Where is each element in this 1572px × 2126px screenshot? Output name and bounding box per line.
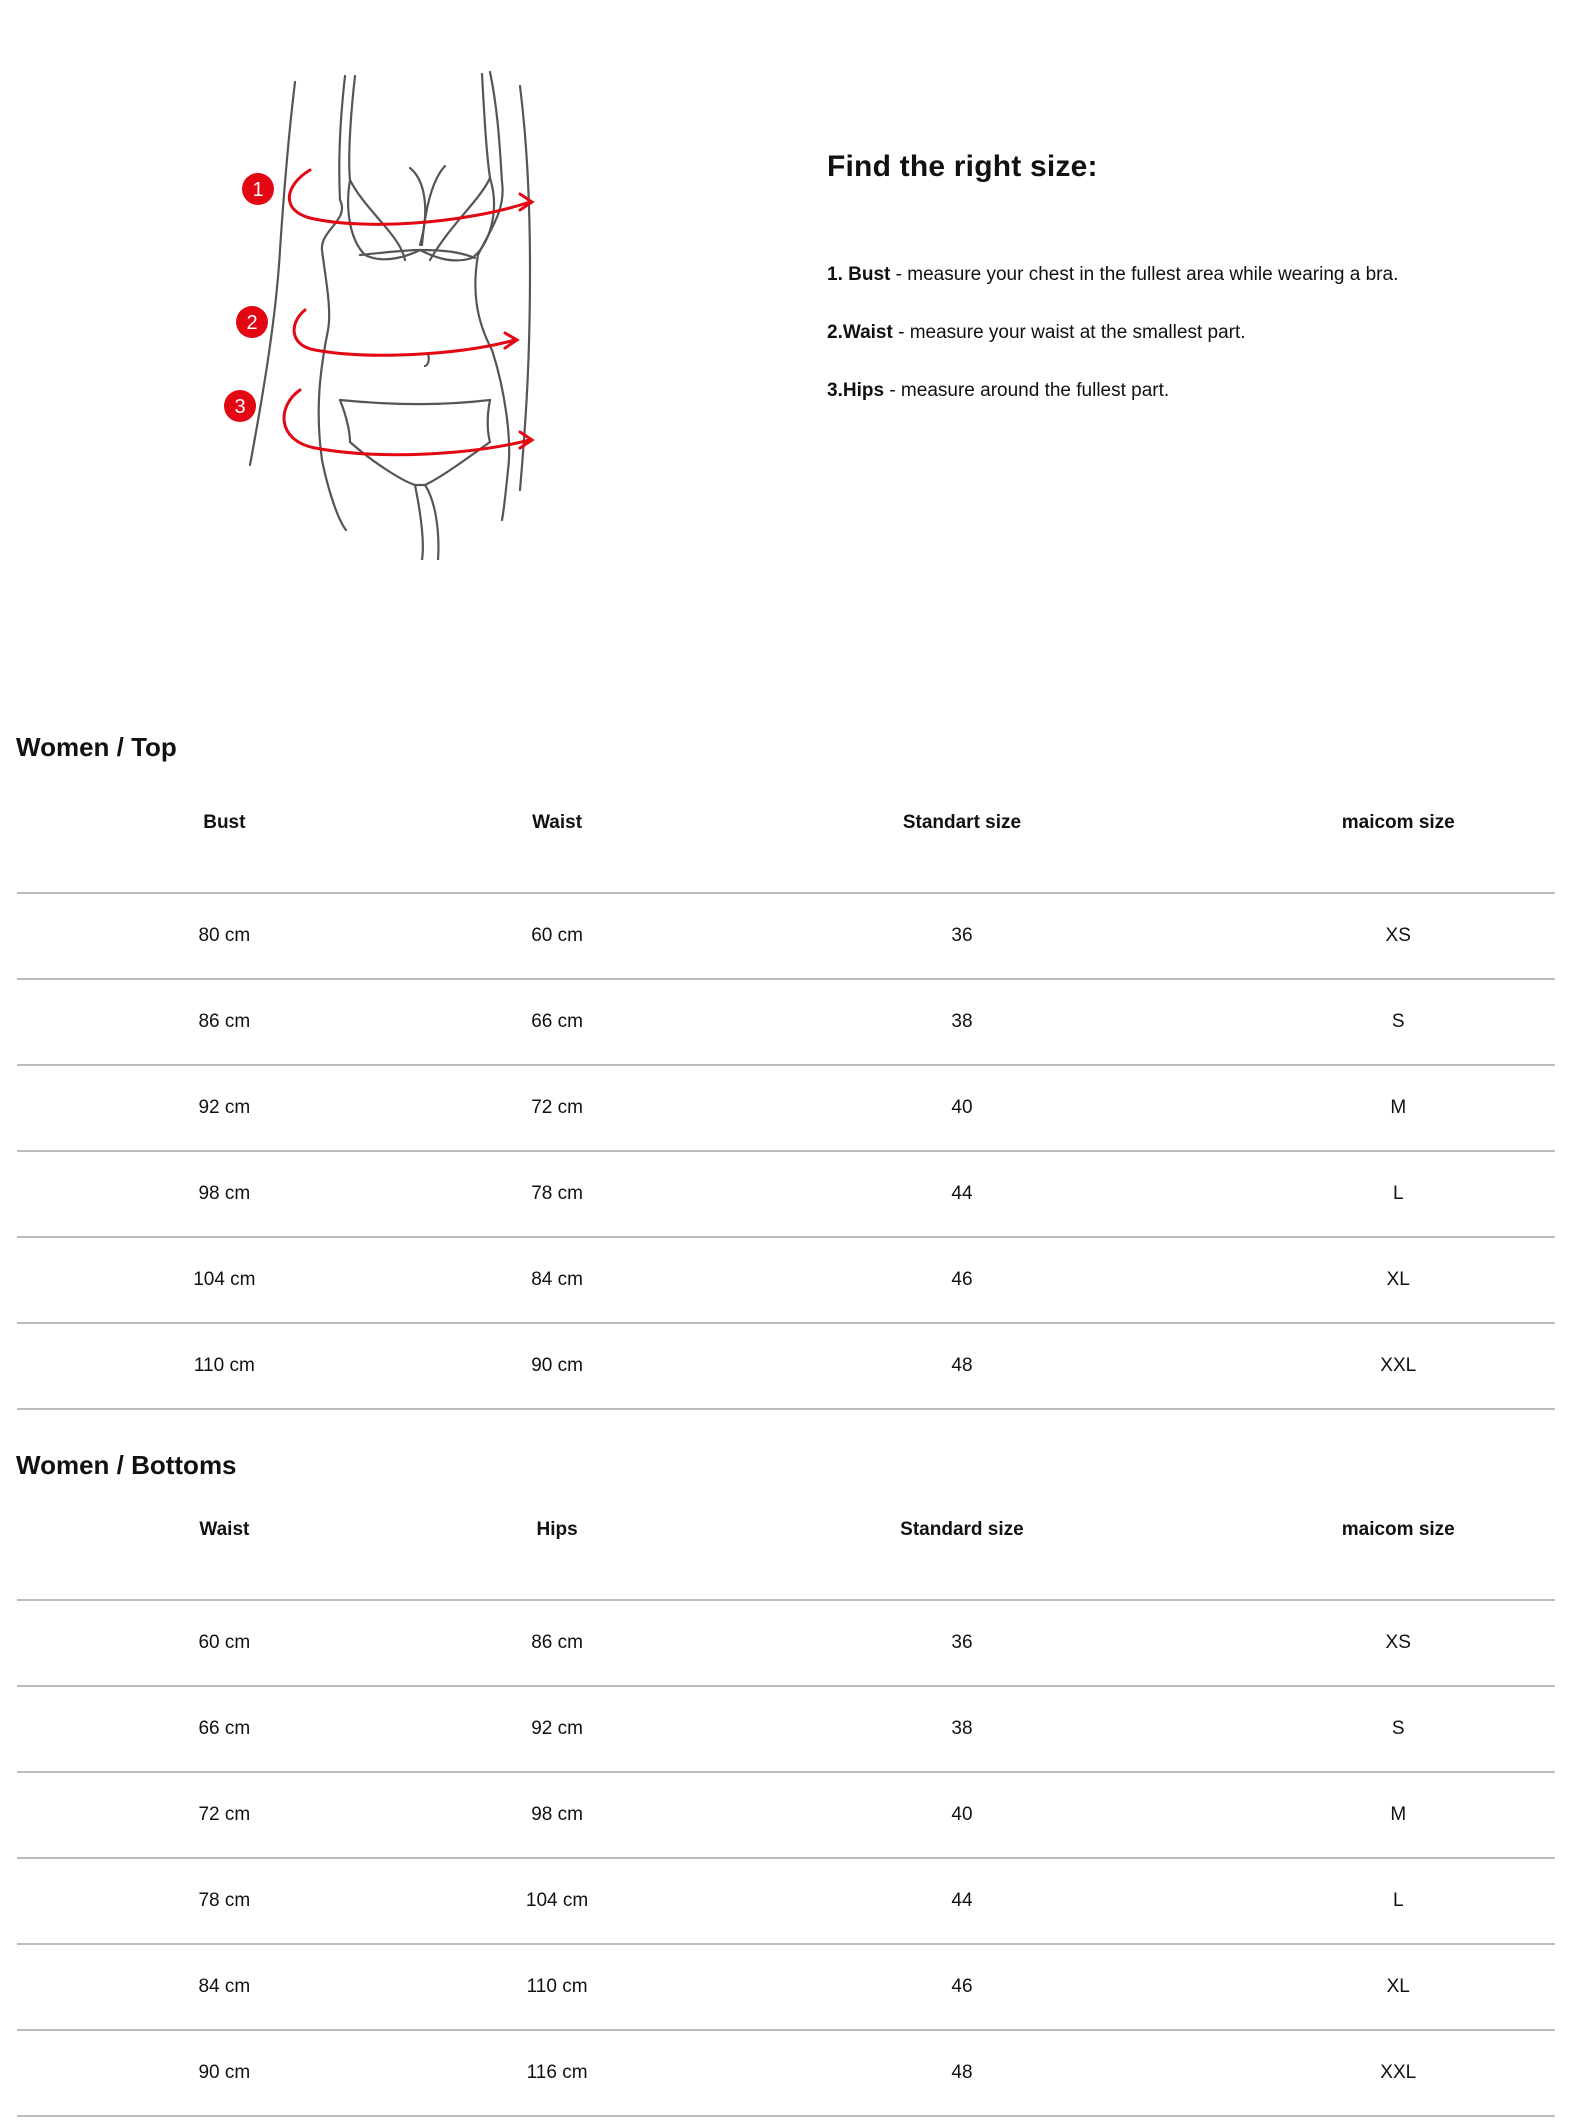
table-cell: 46	[682, 1944, 1241, 2030]
table-cell: XXL	[1241, 2030, 1555, 2116]
table-cell: 72 cm	[432, 1065, 683, 1151]
table-cell: 86 cm	[432, 1600, 683, 1686]
marker-3	[224, 390, 256, 422]
guide-steps	[827, 264, 1527, 402]
table-row	[17, 1858, 1555, 1944]
bottoms-size-table	[17, 1460, 1555, 2117]
table-cell: 78 cm	[432, 1151, 683, 1237]
marker-1-label: 1	[252, 179, 264, 201]
table-cell: L	[1241, 1858, 1555, 1944]
column-header-waist: Waist	[432, 753, 683, 893]
guide-step-bust	[827, 264, 1527, 286]
marker-3-label: 3	[234, 396, 246, 418]
table-cell: 36	[682, 1600, 1241, 1686]
top-section-title: Women / Top	[16, 732, 177, 762]
step-number: 3.	[827, 380, 843, 401]
table-cell: 48	[682, 2030, 1241, 2116]
table-row	[17, 1686, 1555, 1772]
guide-step-hips	[827, 380, 1527, 402]
column-header-maicom-size: maicom size	[1241, 1460, 1555, 1600]
table-cell: M	[1241, 1772, 1555, 1858]
table-cell: 72 cm	[17, 1772, 432, 1858]
table-row	[17, 1151, 1555, 1237]
step-number: 1.	[827, 264, 843, 285]
table-row	[17, 1323, 1555, 1409]
marker-2-label: 2	[246, 312, 258, 334]
step-text: - measure your waist at the smallest part.	[892, 322, 1246, 343]
table-cell: 92 cm	[17, 1065, 432, 1151]
table-cell: 104 cm	[432, 1858, 683, 1944]
table-cell: 44	[682, 1858, 1241, 1944]
table-cell: 66 cm	[17, 1686, 432, 1772]
table-cell: 48	[682, 1323, 1241, 1409]
table-cell: 38	[682, 979, 1241, 1065]
step-term: Waist	[842, 322, 893, 343]
table-cell: 86 cm	[17, 979, 432, 1065]
table-cell: 90 cm	[432, 1323, 683, 1409]
table-row	[17, 1772, 1555, 1858]
table-cell: 84 cm	[432, 1237, 683, 1323]
column-header-waist: Waist	[17, 1460, 432, 1600]
table-row	[17, 979, 1555, 1065]
step-text: - measure around the fullest part.	[884, 380, 1170, 401]
table-cell: 84 cm	[17, 1944, 432, 2030]
table-cell: 60 cm	[432, 893, 683, 979]
table-row	[17, 1065, 1555, 1151]
step-text: - measure your chest in the fullest area while wearing a bra.	[890, 264, 1399, 285]
table-cell: XS	[1241, 1600, 1555, 1686]
table-header-row	[17, 753, 1555, 893]
step-term: Hips	[842, 380, 885, 401]
table-cell: XS	[1241, 893, 1555, 979]
guide-step-waist	[827, 322, 1527, 344]
table-row	[17, 1600, 1555, 1686]
step-number: 2.	[827, 322, 843, 343]
table-cell: 90 cm	[17, 2030, 432, 2116]
table-cell: 40	[682, 1065, 1241, 1151]
column-header-standard-size: Standard size	[682, 1460, 1241, 1600]
bottoms-section-title: Women / Bottoms	[16, 1450, 237, 1480]
column-header-maicom-size: maicom size	[1241, 753, 1555, 893]
table-cell: 110 cm	[432, 1944, 683, 2030]
table-cell: 98 cm	[17, 1151, 432, 1237]
table-cell: 60 cm	[17, 1600, 432, 1686]
body-measurement-illustration	[200, 60, 600, 560]
table-cell: XL	[1241, 1237, 1555, 1323]
table-cell: 46	[682, 1237, 1241, 1323]
table-cell: L	[1241, 1151, 1555, 1237]
table-cell: 78 cm	[17, 1858, 432, 1944]
top-size-table	[17, 753, 1555, 1410]
table-cell: 38	[682, 1686, 1241, 1772]
table-cell: 66 cm	[432, 979, 683, 1065]
table-cell: S	[1241, 1686, 1555, 1772]
column-header-standard-size: Standart size	[682, 753, 1241, 893]
table-row	[17, 1237, 1555, 1323]
table-cell: 36	[682, 893, 1241, 979]
guide-title: Find the right size:	[827, 150, 1098, 183]
column-header-bust: Bust	[17, 753, 432, 893]
table-cell: 116 cm	[432, 2030, 683, 2116]
table-header-row	[17, 1460, 1555, 1600]
table-cell: 98 cm	[432, 1772, 683, 1858]
marker-2	[236, 306, 268, 338]
table-row	[17, 893, 1555, 979]
table-row	[17, 2030, 1555, 2116]
table-cell: S	[1241, 979, 1555, 1065]
table-cell: XXL	[1241, 1323, 1555, 1409]
table-cell: 40	[682, 1772, 1241, 1858]
table-row	[17, 1944, 1555, 2030]
column-header-hips: Hips	[432, 1460, 683, 1600]
measurement-guide	[827, 150, 1527, 438]
table-cell: 80 cm	[17, 893, 432, 979]
marker-1	[242, 173, 274, 205]
table-cell: 92 cm	[432, 1686, 683, 1772]
table-cell: M	[1241, 1065, 1555, 1151]
step-term: Bust	[848, 264, 891, 285]
table-cell: 104 cm	[17, 1237, 432, 1323]
table-cell: 110 cm	[17, 1323, 432, 1409]
table-cell: 44	[682, 1151, 1241, 1237]
table-cell: XL	[1241, 1944, 1555, 2030]
